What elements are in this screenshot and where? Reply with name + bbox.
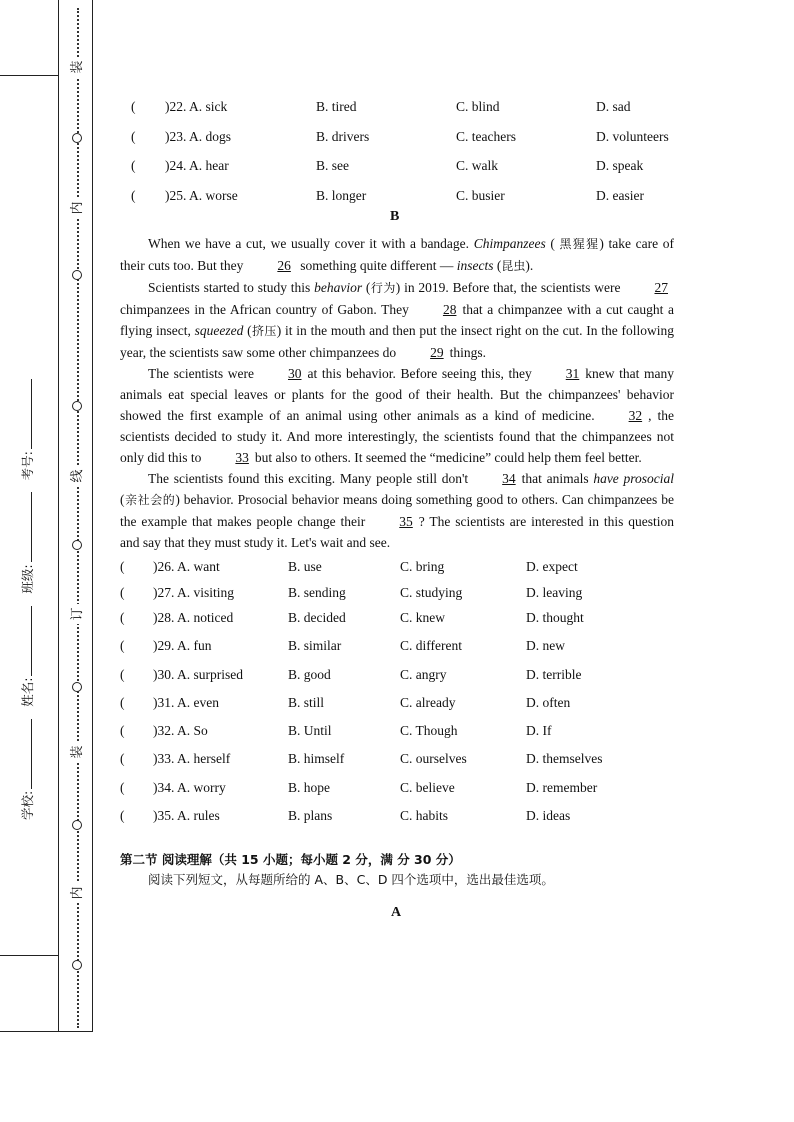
- option-b: B. similar: [288, 638, 342, 653]
- blank-30[interactable]: 30: [287, 366, 302, 381]
- option-b: B. tired: [316, 99, 357, 114]
- option-c: C. already: [400, 695, 456, 710]
- option-b: B. good: [288, 667, 331, 682]
- option-a: )23. A. dogs: [165, 129, 232, 144]
- option-c: C. Though: [400, 723, 458, 738]
- answer-paren[interactable]: (: [120, 585, 125, 600]
- option-d: D. speak: [596, 158, 644, 173]
- option-d: D. easier: [596, 188, 644, 203]
- option-a: )24. A. hear: [165, 158, 229, 173]
- option-d: D. If: [526, 723, 552, 738]
- margin-divider-bottom: [0, 955, 58, 956]
- passage-paragraph-3: The scientists were 30 at this behavior. Before seeing this, they 31 knew that many animals eat special leaves or plants for the good of their health. But the chimpanzees' behavior showed the first example of an animal using other animals as a kind of medicine. 32 , the scientists decided to study it. And more interestingly, the scientists found that the chimpanzees not only did this to 33 but also to others. It seemed the “medicine” could help them feel better.: [120, 363, 674, 468]
- option-c: C. teachers: [456, 129, 516, 144]
- option-b: B. sending: [288, 585, 346, 600]
- option-b: B. still: [288, 695, 325, 710]
- part2-instruction: 阅读下列短文，从每题所给的 A、B、C、D 四个选项中，选出最佳选项。: [148, 872, 554, 887]
- option-d: D. sad: [596, 99, 631, 114]
- passage-paragraph-4: The scientists found this exciting. Many people still don't 34 that animals have prosocial (亲社会的) behavior. Prosocial behavior means doing something good to others. Can chimpanzees be the example that makes people change their 35 ? The scientists are interested in this question and say that they must study it. Let's wait and see.: [120, 468, 674, 553]
- answer-paren[interactable]: (: [120, 780, 125, 795]
- option-d: D. expect: [526, 559, 578, 574]
- option-a: )26. A. want: [153, 559, 220, 574]
- passage-paragraph-2: Scientists started to study this behavior (行为) in 2019. Before that, the scientists were 27 chimpanzees in the African country of Gabon. They 28 that a chimpanzee with a cut caught a flying insect, squeezed (挤压) it in the mouth and then put the insect right on the cut. In the following year, the scientists saw some other chimpanzees do 29 things.: [120, 277, 674, 363]
- part2-title: 第二节 阅读理解（共 15 小题；每小题 2 分，满 分 30 分）: [120, 852, 461, 867]
- option-b: B. himself: [288, 751, 345, 766]
- option-b: B. decided: [288, 610, 346, 625]
- margin-mark-nei: 内: [68, 198, 88, 218]
- option-a: )22. A. sick: [165, 99, 228, 114]
- blank-34[interactable]: 34: [502, 471, 516, 486]
- answer-paren[interactable]: (: [120, 638, 125, 653]
- exam-number-label: 考号:: [20, 451, 35, 481]
- option-b: B. drivers: [316, 129, 370, 144]
- margin-mark-nei: 内: [68, 883, 88, 903]
- answer-paren[interactable]: (: [131, 99, 136, 114]
- margin-mark-xian: 线: [68, 466, 88, 486]
- option-d: D. volunteers: [596, 129, 669, 144]
- answer-paren[interactable]: (: [120, 808, 125, 823]
- option-d: D. ideas: [526, 808, 571, 823]
- binding-ring: [72, 820, 82, 830]
- option-b: B. use: [288, 559, 322, 574]
- margin-divider-top: [0, 75, 58, 76]
- option-b: B. plans: [288, 808, 333, 823]
- school-label: 学校:: [20, 790, 35, 820]
- option-a: )32. A. So: [153, 723, 208, 738]
- option-c: C. angry: [400, 667, 447, 682]
- answer-paren[interactable]: (: [120, 610, 125, 625]
- blank-28[interactable]: 28: [442, 302, 457, 317]
- blank-31[interactable]: 31: [565, 366, 580, 381]
- option-a: )33. A. herself: [153, 751, 231, 766]
- blank-35[interactable]: 35: [399, 514, 413, 529]
- option-c: C. bring: [400, 559, 445, 574]
- margin-mark-zhuang: 装: [68, 57, 88, 77]
- option-b: B. Until: [288, 723, 332, 738]
- option-d: D. themselves: [526, 751, 603, 766]
- option-a: )31. A. even: [153, 695, 219, 710]
- option-d: D. thought: [526, 610, 584, 625]
- blank-32[interactable]: 32: [628, 408, 643, 423]
- cloze-passage: [120, 233, 674, 553]
- binding-margin: [0, 0, 93, 1032]
- option-a: )25. A. worse: [165, 188, 238, 203]
- option-c: C. believe: [400, 780, 455, 795]
- blank-33[interactable]: 33: [235, 450, 249, 465]
- blank-27[interactable]: 27: [654, 280, 668, 295]
- margin-mark-ding: 订: [68, 604, 88, 624]
- option-d: D. remember: [526, 780, 598, 795]
- cut-dotted-line: [77, 8, 79, 1028]
- option-c: C. ourselves: [400, 751, 467, 766]
- name-blank[interactable]: [20, 606, 32, 676]
- option-c: C. blind: [456, 99, 500, 114]
- class-blank[interactable]: [20, 492, 32, 562]
- option-a: )35. A. rules: [153, 808, 220, 823]
- margin-mark-zhuang: 装: [68, 742, 88, 762]
- option-c: C. different: [400, 638, 462, 653]
- binding-ring: [72, 540, 82, 550]
- name-label: 姓名:: [20, 677, 35, 707]
- answer-paren[interactable]: (: [120, 559, 125, 574]
- student-info-fields: [18, 300, 38, 820]
- answer-paren[interactable]: (: [120, 723, 125, 738]
- option-c: C. habits: [400, 808, 449, 823]
- option-d: D. leaving: [526, 585, 583, 600]
- option-a: )34. A. worry: [153, 780, 226, 795]
- option-d: D. terrible: [526, 667, 582, 682]
- binding-ring: [72, 401, 82, 411]
- option-b: B. see: [316, 158, 349, 173]
- option-b: B. hope: [288, 780, 330, 795]
- answer-paren[interactable]: (: [120, 751, 125, 766]
- option-a: )27. A. visiting: [153, 585, 235, 600]
- option-a: )29. A. fun: [153, 638, 212, 653]
- exam-number-blank[interactable]: [20, 379, 32, 449]
- margin-vertical-rule: [58, 0, 59, 1031]
- option-d: D. often: [526, 695, 571, 710]
- option-a: )28. A. noticed: [153, 610, 234, 625]
- option-d: D. new: [526, 638, 565, 653]
- binding-ring: [72, 960, 82, 970]
- class-label: 班级:: [20, 564, 35, 594]
- option-a: )30. A. surprised: [153, 667, 243, 682]
- option-c: C. knew: [400, 610, 445, 625]
- answer-paren[interactable]: (: [131, 158, 136, 173]
- option-c: C. studying: [400, 585, 463, 600]
- blank-26[interactable]: 26: [277, 258, 291, 273]
- binding-ring: [72, 133, 82, 143]
- binding-ring: [72, 682, 82, 692]
- passage-a-title: A: [391, 905, 402, 920]
- option-b: B. longer: [316, 188, 367, 203]
- section-b-title: B: [390, 209, 400, 224]
- passage-paragraph-1: When we have a cut, we usually cover it with a bandage. Chimpanzees ( 黑猩猩) take care of their cuts too. But they 26 something quite different — insects (昆虫).: [120, 233, 674, 277]
- school-blank[interactable]: [20, 719, 32, 789]
- option-c: C. walk: [456, 158, 498, 173]
- answer-paren[interactable]: (: [120, 667, 125, 682]
- answer-paren[interactable]: (: [120, 695, 125, 710]
- option-c: C. busier: [456, 188, 505, 203]
- binding-ring: [72, 270, 82, 280]
- answer-paren[interactable]: (: [131, 129, 136, 144]
- blank-29[interactable]: 29: [430, 345, 444, 360]
- answer-paren[interactable]: (: [131, 188, 136, 203]
